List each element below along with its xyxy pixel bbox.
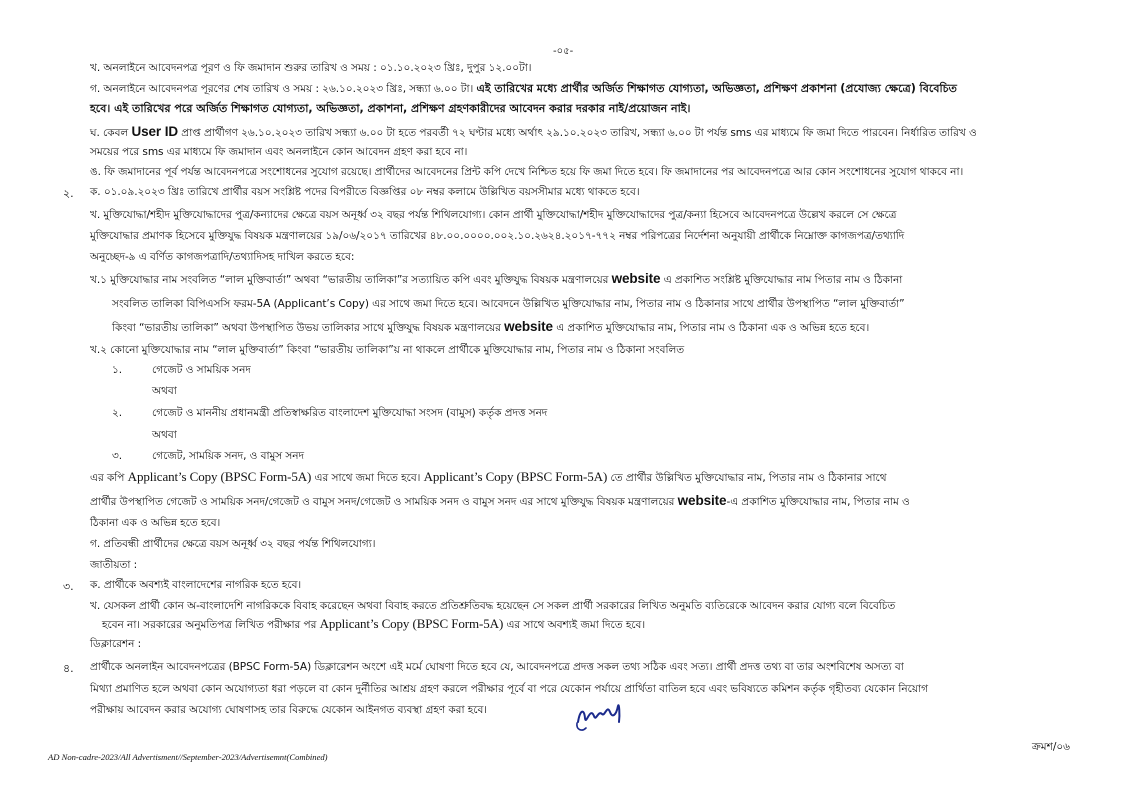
text-line [90,578,301,592]
text-run: এর সাথে জমা দিতে হবে। [311,472,424,484]
list-text: গেজেট, সাময়িক সনদ, ও বামুস সনদ [152,450,304,462]
text-run: খ.২ কোনো মুক্তিযোদ্ধার নাম “লাল মুক্তিবার্তা” কিংবা “ভারতীয় তালিকা”য় না থাকলে প্রার্থীকে মুক্তিযোদ্ধার নাম, পিতার নাম ও ঠিকানা সংবলিত [90,344,685,356]
text-run: পরীক্ষায় আবেদন করার অযোগ্য ঘোষণাসহ তার বিরুদ্ধে যেকোন আইনগত ব্যবস্থা গ্রহণ করা হবে। [90,704,487,716]
section-number: ২. [63,187,74,200]
text-line [112,297,905,311]
text-line [90,343,684,357]
bold-text-run: হবে। এই তারিখের পরে অর্জিত শিক্ষাগত যোগ্যতা, অভিজ্ঞতা, প্রকাশনা, প্রশিক্ষণ গ্রহণকারীদের আবেদন করার দরকার নাই/প্রয়োজন নাই। [90,102,691,115]
text-run: প্রার্থীর উপস্থাপিত গেজেট ও সাময়িক সনদ/গেজেট ও বামুস সনদ/গেজেট ও সাময়িক সনদ ও বামুস সনদ এর সাথে মুক্তিযুদ্ধ বিষয়ক মন্ত্রণালয়ের [90,496,678,508]
text-run: এ প্রকাশিত সংশ্লিষ্ট মুক্তিযোদ্ধার নাম পিতার নাম ও ঠিকানা [660,274,903,286]
text-line [152,428,177,442]
text-line [112,320,869,335]
text-line [90,229,904,243]
text-run: খ.১ মুক্তিযোদ্ধার নাম সংবলিত “লাল মুক্তিবার্তা” অথবা “ভারতীয় তালিকা”র সত্যায়িত কপি এবং মুক্তিযুদ্ধ বিষয়ক মন্ত্রণালয়ের [90,274,612,286]
text-line [90,470,886,485]
text-line [90,637,141,651]
text-line [90,185,640,199]
list-number: ৩. [112,450,123,462]
text-run: প্রার্থীকে অনলাইন আবেদনপত্রের (BPSC Form-5A) ডিক্লারেশন অংশে এই মর্মে ঘোষণা দিতে হবে যে, আবেদনপত্রে প্রদত্ত সকল তথ্য সঠিক এবং সত্য। প্রার্থী প্রদত্ত তথ্য বা তার অংশবিশেষ অসত্য বা [90,661,904,673]
english-text-run: Applicant’s Copy (BPSC Form-5A) [319,616,504,631]
text-run: গ. অনলাইনে আবেদনপত্র পূরণের শেষ তারিখ ও সময় : ২৬.১০.২০২৩ খ্রিঃ, সন্ধ্যা ৬.০০ টা। [90,83,477,95]
text-run: ঠিকানা এক ও অভিন্ন হতে হবে। [90,517,221,529]
text-run: ক. প্রার্থীকে অবশ্যই বাংলাদেশের নাগরিক হতে হবে। [90,579,302,591]
text-run: সংবলিত তালিকা বিপিএসসি ফরম-5A (Applicant’s Copy) এর সাথে জমা দিতে হবে। আবেদনে উল্লিখিত মুক্তিযোদ্ধার নাম, পিতার নাম ও ঠিকানার সাথে প্রার্থীর উপস্থাপিত “লাল মুক্তিবার্তা” [112,298,905,310]
page-number: -০৫- [553,46,574,57]
text-run: খ. অনলাইনে আবেদনপত্র পূরণ ও ফি জমাদান শুরুর তারিখ ও সময় : ০১.১০.২০২৩ খ্রিঃ, দুপুর ১২.০০টা। [90,62,532,74]
english-text-run: Applicant’s Copy (BPSC Form-5A) [127,469,312,484]
continued-marker: ক্রমশ/০৬ [1032,741,1071,753]
text-line [112,363,251,377]
text-run: কিংবা “ভারতীয় তালিকা” অথবা উপস্থাপিত উভয় তালিকার সাথে মুক্তিযুদ্ধ বিষয়ক মন্ত্রণালয়ের [112,322,505,334]
text-run: এ প্রকাশিত মুক্তিযোদ্ধার নাম, পিতার নাম ও ঠিকানা এক ও অভিন্ন হতে হবে। [552,322,870,334]
english-text-run: Applicant’s Copy (BPSC Form-5A) [423,469,608,484]
text-line [90,208,896,222]
text-line [90,250,354,264]
section-heading: জাতীয়তা : [90,559,138,571]
text-line [112,406,548,420]
text-line [90,494,910,509]
text-line [152,384,177,398]
text-line [90,682,928,696]
section-number: ৩. [63,580,74,593]
text-line [90,125,977,140]
text-line [90,145,467,159]
text-line [90,660,904,674]
list-number: ১. [112,364,123,376]
footer-path: AD Non-cadre-2023/All Advertisment//September-2023/Advertisemnt(Combined) [48,752,328,762]
text-run: অথবা [152,429,177,441]
text-run: এর কপি [90,472,128,484]
text-run: সময়ের পরে sms এর মাধ্যমে ফি জমাদান এবং অনলাইনে কোন আবেদন গ্রহণ করা হবে না। [90,146,468,158]
signature-image [572,692,632,734]
section-number: ৪. [63,662,74,675]
text-run: অনুচ্ছেদ-৯ এ বর্ণিত কাগজপত্রাদি/তথ্যাদিসহ দাখিল করতে হবে: [90,251,355,263]
english-text-run: User ID [131,124,179,139]
text-run: প্রাপ্ত প্রার্থীগণ ২৬.১০.২০২৩ তারিখ সন্ধ্যা ৬.০০ টা হতে পরবর্তী ৭২ ঘণ্টার মধ্যে অর্থাৎ ২৯.১০.২০২৩ তারিখ, সন্ধ্যা ৬.০০ টা পর্যন্ত sms এর মাধ্যমে ফি জমা দিতে পারবেন। নির্ধারিত তারিখ ও [178,127,977,139]
text-line [90,102,690,116]
list-text: গেজেট ও সাময়িক সনদ [152,364,251,376]
english-text-run: website [504,319,553,334]
text-run: মিথ্যা প্রমাণিত হলে অথবা কোন অযোগ্যতা ধরা পড়লে বা কোন দুর্নীতির আশ্রয় গ্রহণ করলে পরীক্ষার পূর্বে বা পরে যেকোন পর্যায়ে প্রার্থিতা বাতিল হবে এবং ভবিষ্যতে কমিশন কর্তৃক গৃহীতব্য যেকোন নিয়োগ [90,683,928,695]
english-text-run: website [677,493,727,508]
text-run: অথবা [152,385,177,397]
text-line [90,82,957,96]
bold-text-run: এই তারিখের মধ্যে প্রার্থীর অর্জিত শিক্ষাগত যোগ্যতা, অভিজ্ঞতা, প্রশিক্ষণ প্রকাশনা (প্রযোজ্য ক্ষেত্রে) বিবেচিত [476,82,957,95]
text-line [112,449,304,463]
list-number: ২. [112,407,123,419]
text-run: গ. প্রতিবন্ধী প্রার্থীদের ক্ষেত্রে বয়স অনূর্ধ্ব ৩২ বছর পর্যন্ত শিথিলযোগ্য। [90,538,376,550]
text-run: ঘ. কেবল [90,127,132,139]
english-text-run: website [611,271,661,286]
text-run: খ. যেসকল প্রার্থী কোন অ-বাংলাদেশি নাগরিককে বিবাহ করেছেন অথবা বিবাহ করতে প্রতিশ্রুতিবদ্ধ হয়েছেন সে সকল প্রার্থী সরকারের লিখিত অনুমতি ব্যতিরেকে আবেদন করার যোগ্য বলে বিবেচিত [90,600,896,612]
text-line [102,617,645,632]
text-run: ক. ০১.০৯.২০২৩ খ্রিঃ তারিখে প্রার্থীর বয়স সংশ্লিষ্ট পদের বিপরীতে বিজ্ঞপ্তির ০৮ নম্বর কলামে উল্লিখিত বয়সসীমার মধ্যে থাকতে হবে। [90,186,640,198]
text-line [90,599,895,613]
text-line [90,558,137,572]
text-run: -এ প্রকাশিত মুক্তিযোদ্ধার নাম, পিতার নাম ও [726,496,910,508]
text-run: খ. মুক্তিযোদ্ধা/শহীদ মুক্তিযোদ্ধাদের পুত্র/কন্যাদের ক্ষেত্রে বয়স অনূর্ধ্ব ৩২ বছর পর্যন্ত শিথিলযোগ্য। কোন প্রার্থী মুক্তিযোদ্ধা/শহীদ মুক্তিযোদ্ধাদের পুত্র/কন্যা হিসেবে আবেদনপত্রে উল্লেখ করলে সে ক্ষেত্রে [90,209,897,221]
text-run: তে প্রার্থীর উল্লিখিত মুক্তিযোদ্ধার নাম, পিতার নাম ও ঠিকানার সাথে [607,472,887,484]
list-text: গেজেট ও মাননীয় প্রধানমন্ত্রী প্রতিস্বাক্ষরিত বাংলাদেশ মুক্তিযোদ্ধা সংসদ (বামুস) কর্তৃক প্রদত্ত সনদ [152,407,548,419]
text-run: হবেন না। সরকারের অনুমতিপত্র লিখিত পরীক্ষার পর [102,619,320,631]
text-line [90,537,375,551]
text-line [90,516,220,530]
section-heading: ডিক্লারেশন : [90,638,142,650]
text-line [90,165,963,179]
text-line [90,272,902,287]
text-run: ঙ. ফি জমাদানের পূর্ব পর্যন্ত আবেদনপত্রে সংশোধনের সুযোগ রয়েছে। প্রার্থীদের আবেদনের প্রিন্ট কপি দেখে নিশ্চিত হয়ে ফি জমা দিতে হবে। ফি জমাদানের পর আবেদনপত্রে আর কোন সংশোধনের সুযোগ থাকবে না। [90,166,964,178]
text-run: মুক্তিযোদ্ধার প্রমাণক হিসেবে মুক্তিযুদ্ধ বিষয়ক মন্ত্রণালয়ের ১৯/০৬/২০১৭ তারিখের ৪৮.০০.০০০০.০০২.১০.২৬২৪.২০১৭-৭৭২ নম্বর পরিপত্রের নির্দেশনা অনুযায়ী প্রার্থীকে নিম্নোক্ত কাগজপত্র/তথ্যাদি [90,230,905,242]
text-line [90,703,487,717]
text-run: এর সাথে অবশ্যই জমা দিতে হবে। [503,619,646,631]
text-line [90,61,531,75]
